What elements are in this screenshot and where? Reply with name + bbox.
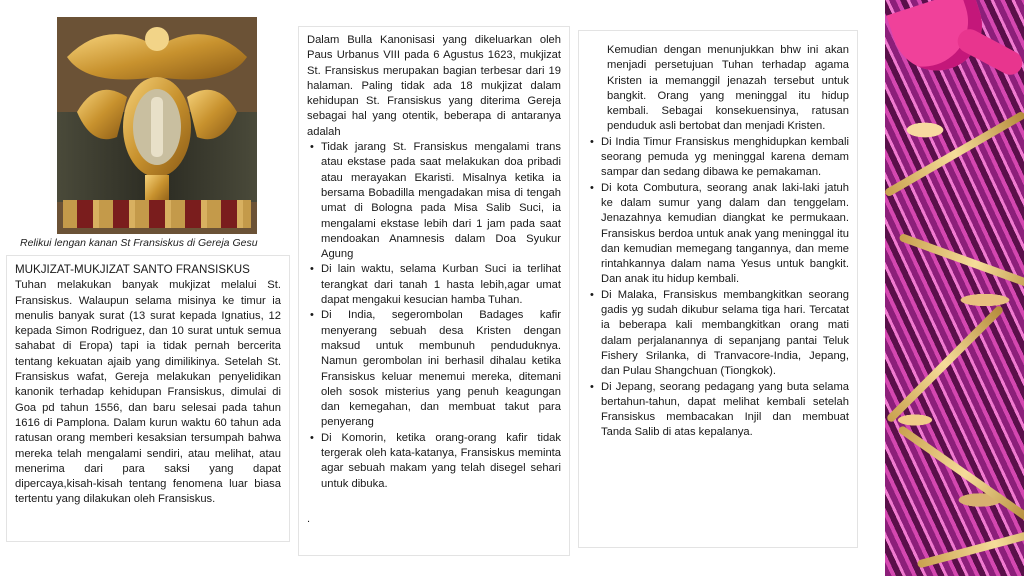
left-paragraph: Tuhan melakukan banyak mukjizat melalui St. Fransiskus. Walaupun selama misinya ke timur ia menulis banyak surat (13 surat kepada Ignatius, 12 kepada Simon Rodriguez, dan 10 surat untuk semua sahabat di Eropa) tapi ia tidak pernah bercerita tentang kekuatan ajaib yang dimilikinya. Setelah St. Fransiskus wafat, Gereja melakukan penyelidikan kanonik terhadap kehidupan Fransiskus, dimulai di Goa pd tahun 1556, dan baru selesai pada tahun 1616 di Pamplona. Dalam kurun waktu 60 tahun ada ratusan orang memberi kesaksian tersumpah bahwa mereka telah mengalami sendiri, atau melihat, atau menerima dari para saksi yang dapat dipercaya,kisah-kisah tentang fenomena luar biasa tertentu yang dilakukan oleh Fransiskus. xyxy=(15,279,281,506)
list-item: • Di Malaka, Fransiskus membangkitkan seorang gadis yg sudah dikubur selama tiga hari. Tercatat ia beberapa kali membangkitkan orang mati dalam perjalanannya di sepanjang pantai Teluk Fishery Srilanka, di Tranvacore-India, Jepang, dan Pulau Shangchuan (Tiongkok). xyxy=(587,288,849,380)
gold-ribbon xyxy=(917,519,1024,568)
altar-base-band xyxy=(63,200,251,228)
middle-bullet-list xyxy=(307,140,561,492)
list-item: • Di kota Combutura, seorang anak laki-laki jatuh ke dalam sumur yang dalam dan tenggelam. Jenazahnya kemudian diangkat ke permukaan. Fransiskus berdoa untuk anak yang meninggal itu dan kemudian memegang tangannya, dan meme rintahkannya dalam nama Yesus untuk bangkit. Dan anak itu hidup kembali. xyxy=(587,181,849,288)
gold-ribbon xyxy=(886,305,1005,424)
trailing-mark: . xyxy=(307,512,311,525)
reliquary-photo xyxy=(57,17,257,234)
gold-ribbon xyxy=(885,111,1024,198)
list-item: • Di India Timur Fransiskus menghidupkan kembali seorang pemuda yg meninggal karena demam sampar dan sedang dibawa ke pemakaman. xyxy=(587,135,849,181)
decorative-tinsel-image xyxy=(885,0,1024,576)
right-text-box xyxy=(578,30,858,548)
section-heading: MUKJIZAT-MUKJIZAT SANTO FRANSISKUS xyxy=(15,263,250,276)
right-intro: Kemudian dengan menunjukkan bhw ini akan menjadi persetujuan Tuhan terhadap agama Kristen ia memanggil jenazah tersebut untuk bangkit. Orang yang meninggal itu hidup kembali. Sebagai konsekuensinya, ratusan penduduk asli bertobat dan menjadi Kristen. xyxy=(607,44,849,133)
gold-ribbon xyxy=(898,233,1024,295)
right-bullet-list xyxy=(587,135,849,441)
list-item: • Di Jepang, seorang pedagang yang buta selama bertahun-tahun, dapat melihat kembali setelah Fransiskus membacakan Injil dan membuat Tanda Salib di atas kepalanya. xyxy=(587,380,849,441)
list-item: • Di lain waktu, selama Kurban Suci ia terlihat terangkat dari tanah 1 hasta lebih,agar umat dapat mengakui kesucian hamba Tuhan. xyxy=(307,262,561,308)
left-text-box xyxy=(6,255,290,542)
list-item: • Di Komorin, ketika orang-orang kafir tidak tergerak oleh kata-katanya, Fransiskus meminta agar sebuah makam yang telah disegel sehari untuk dibuka. xyxy=(307,431,561,492)
list-item: • Tidak jarang St. Fransiskus mengalami trans atau ekstase pada saat melakukan doa pribadi atau merayakan Ekaristi. Misalnya ketika ia bersama Bobadilla mengadakan misa di tengah umat di Bologna pada Misa Salib Suci, ia mengalami ekstase lebih dari 1 jam pada saat mendoakan Anamnesis dalam Doa Syukur Agung xyxy=(307,140,561,262)
middle-intro: Dalam Bulla Kanonisasi yang dikeluarkan oleh Paus Urbanus VIII pada 6 Agustus 1623, mukjizat St. Fransiskus merupakan bagian terbesar dari 19 halaman. Paling tidak ada 18 mukjizat dalam kehidupan St. Fransiskus yang diterima Gereja sebagai hal yang otentik, beberapa di antaranya adalah xyxy=(307,34,561,138)
photo-caption: Relikui lengan kanan St Fransiskus di Gereja Gesu xyxy=(20,237,258,249)
middle-text-box xyxy=(298,26,570,556)
gold-ribbon xyxy=(897,425,1024,523)
party-horn-tube xyxy=(953,25,1024,79)
list-item: • Di India, segerombolan Badages kafir menyerang sebuah desa Kristen dengan maksud untuk membunuh penduduknya. Namun gerombolan ini berhasil dihalau ketika Fransiskus keluar menemui mereka, ditemani oleh sosok misterius yang penuh keagungan dan kemegahan, dan membuat takut para penyerang xyxy=(307,308,561,430)
